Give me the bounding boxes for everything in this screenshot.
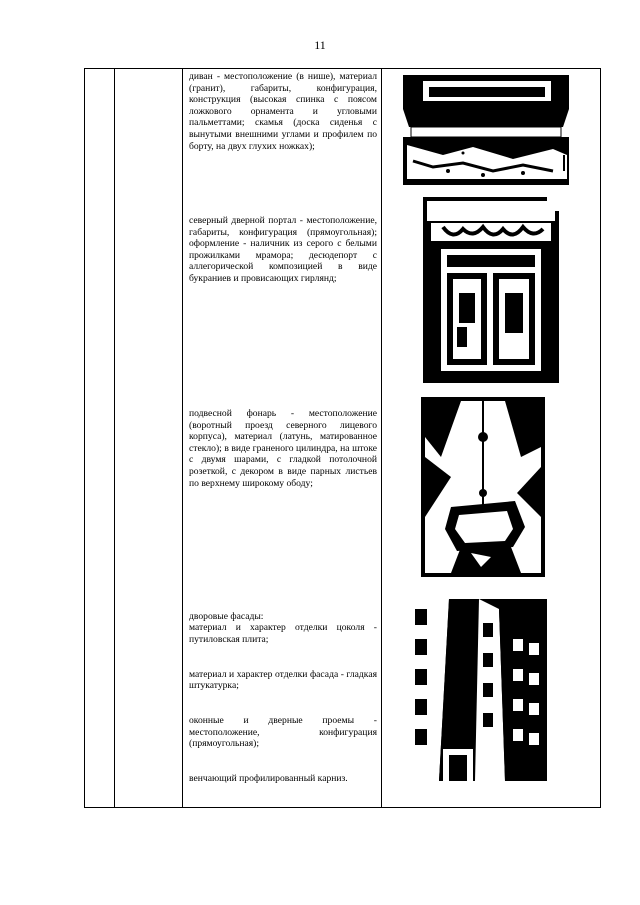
- objects-table: [84, 68, 601, 808]
- hanging-lantern-photo: [421, 397, 545, 577]
- description-paragraph: венчающий профилированный карниз.: [189, 772, 348, 784]
- table-row-text: [189, 599, 377, 796]
- description-paragraph: северный дверной портал - местоположение, габариты, конфигурация (прямоугольная); оформление - наличник из серого с белыми прожилками мрамора; десюдепорт с аллегорической композицией в виде букраниев и провисающих гирлянд;: [189, 215, 377, 284]
- description-paragraph: дворовые фасады: материал и характер отделки цоколя - путиловская плита;: [189, 610, 377, 645]
- door-portal-photo: [423, 197, 559, 383]
- description-paragraph: диван - местоположение (в нише), материал (гранит), габариты, конфигурация, конструкция (высокая спинка с поясом ложкового орнамента и угловыми пальметтами; скамья (доска сиденья с вынутыми внешними углами и профилем по борту, на двух глухих ножках);: [189, 71, 377, 152]
- table-column-divider: [381, 69, 382, 807]
- page-number: 11: [314, 38, 326, 52]
- table-column-divider: [182, 69, 183, 807]
- table-row-text: [189, 71, 377, 152]
- courtyard-facade-photo: [409, 599, 547, 781]
- description-paragraph: материал и характер отделки фасада - гладкая штукатурка;: [189, 668, 377, 692]
- table-row-text: [189, 215, 377, 285]
- niche-bench-photo: [403, 75, 569, 185]
- description-paragraph: оконные и дверные проемы - местоположение, конфигурация (прямоугольная);: [189, 714, 377, 750]
- description-paragraph: подвесной фонарь - местоположение (воротный проезд северного лицевого корпуса), материал (латунь, матированное стекло); в виде граненого цилиндра, на штоке с двумя шарами, с гладкой потолочной розеткой, с декором в виде парных листьев по верхнему широкому ободу;: [189, 408, 377, 489]
- table-column-divider: [114, 69, 115, 807]
- table-row-text: [189, 408, 377, 489]
